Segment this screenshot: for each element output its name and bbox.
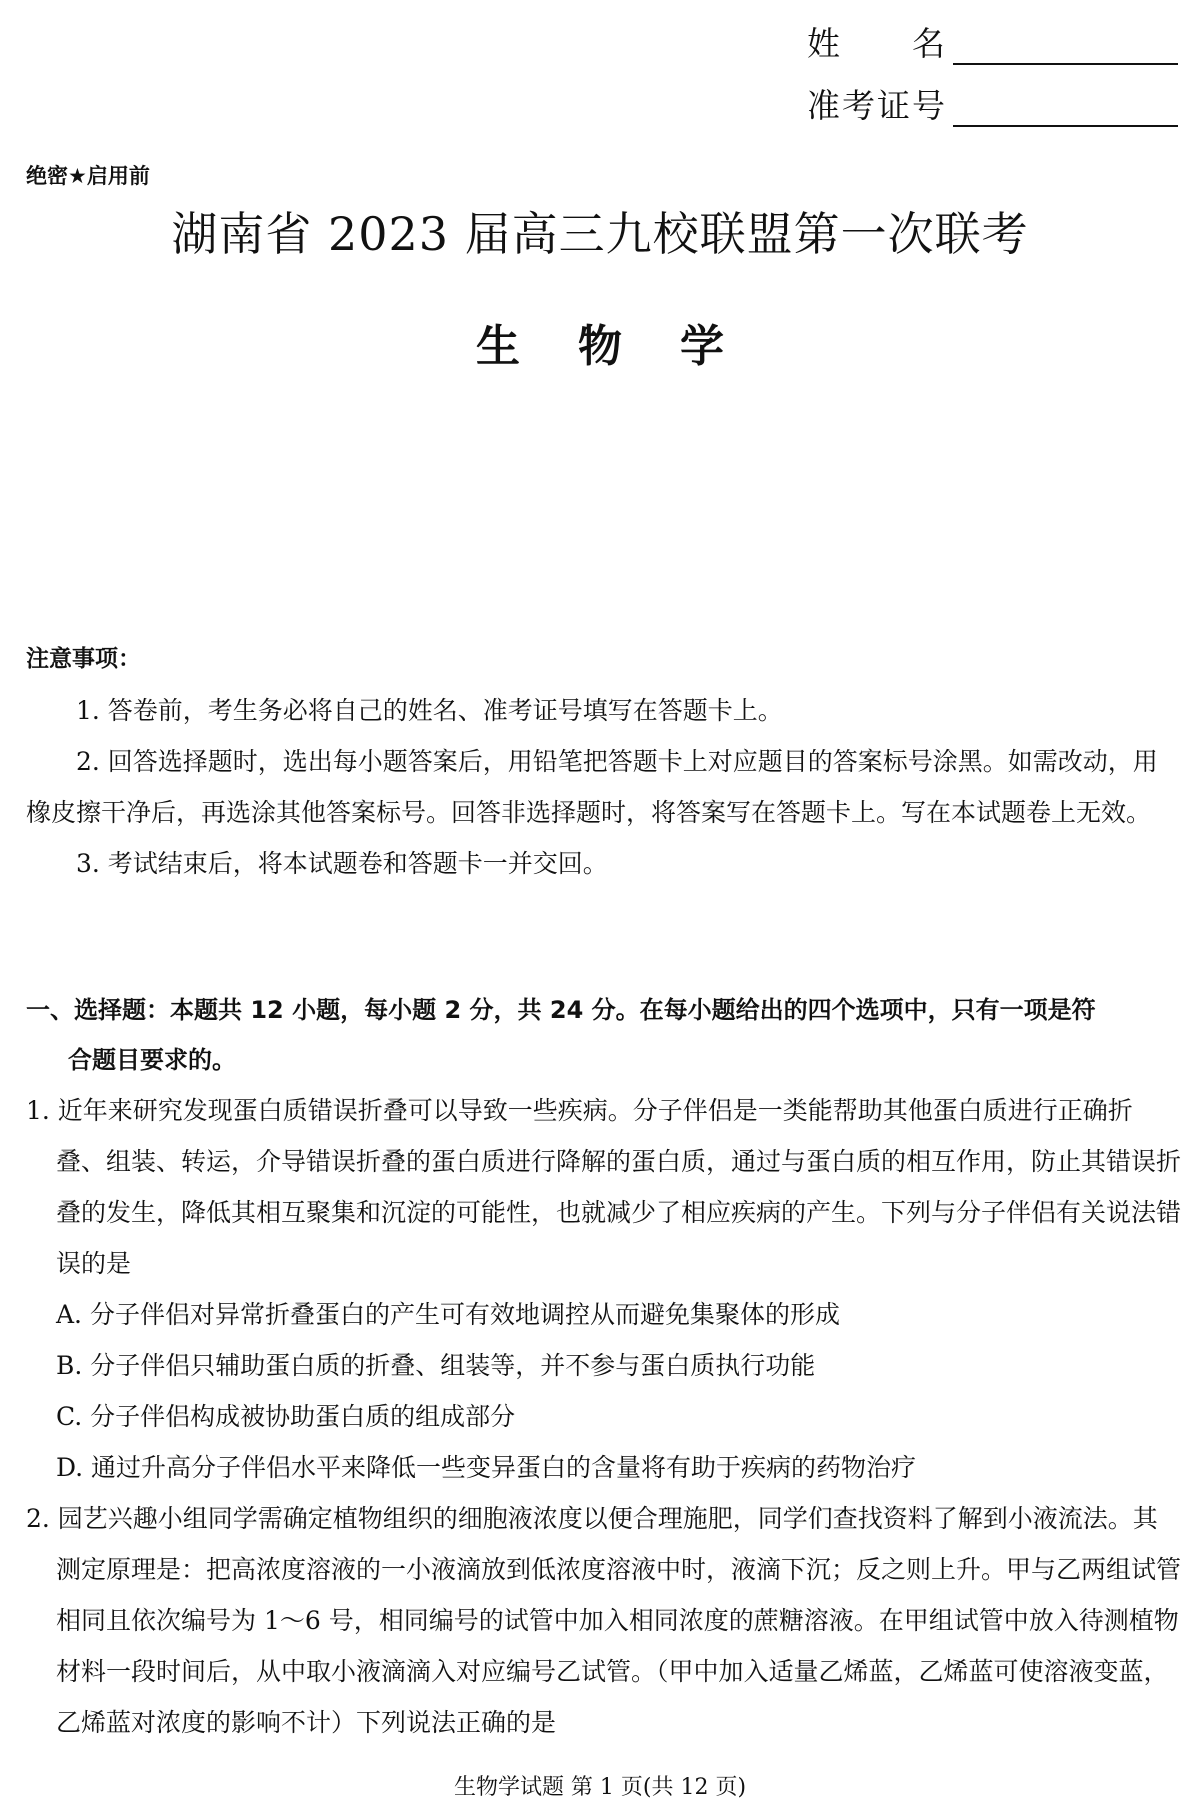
notice-item: 1. 答卷前，考生务必将自己的姓名、准考证号填写在答题卡上。 (76, 696, 783, 725)
section-heading (26, 985, 1182, 1085)
subject-title: 生物学 (476, 321, 782, 372)
name-blank-line[interactable] (953, 29, 1178, 65)
name-field (807, 18, 1178, 65)
question-1-option-d: D. 通过升高分子伴侣水平来降低一些变异蛋白的含量将有助于疾病的药物治疗 (56, 1453, 917, 1482)
notice-item: 3. 考试结束后，将本试题卷和答题卡一并交回。 (76, 849, 608, 878)
notice-section (26, 634, 1182, 889)
name-label: 姓 名 (807, 24, 947, 63)
section-heading-line2: 合题目要求的。 (68, 1046, 236, 1074)
exam-title: 湖南省 2023 届高三九校联盟第一次联考 (171, 207, 1029, 261)
exam-id-blank-line[interactable] (953, 91, 1178, 127)
page-footer: 生物学试题 第 1 页(共 12 页) (453, 1775, 747, 1800)
question-1-option-b: B. 分子伴侣只辅助蛋白质的折叠、组装等，并不参与蛋白质执行功能 (56, 1351, 816, 1380)
secret-mark: 绝密★启用前 (26, 164, 150, 188)
question-1-option-c: C. 分子伴侣构成被协助蛋白质的组成部分 (56, 1402, 516, 1431)
exam-id-field (807, 80, 1178, 127)
question-1-option-a: A. 分子伴侣对异常折叠蛋白的产生可有效地调控从而避免集聚体的形成 (56, 1300, 840, 1329)
section-heading-line1: 一、选择题：本题共 12 小题，每小题 2 分，共 24 分。在每小题给出的四个选项中，只有一项是符 (26, 996, 1096, 1024)
question-1-stem: 1. 近年来研究发现蛋白质错误折叠可以导致一些疾病。分子伴侣是一类能帮助其他蛋白质进行正确折叠、组装、转运，介导错误折叠的蛋白质进行降解的蛋白质，通过与蛋白质的相互作用，防止其错误折叠的发生，降低其相互聚集和沉淀的可能性，也就减少了相应疾病的产生。下列与分子伴侣有关说法错误的是 (26, 1096, 1182, 1278)
questions-section (26, 985, 1182, 1748)
question-2-stem: 2. 园艺兴趣小组同学需确定植物组织的细胞液浓度以便合理施肥，同学们查找资料了解到小液流法。其测定原理是：把高浓度溶液的一小液滴放到低浓度溶液中时，液滴下沉；反之则上升。甲与乙两组试管相同且依次编号为 1～6 号，相同编号的试管中加入相同浓度的蔗糖溶液。在甲组试管中放入待测植物材料一段时间后，从中取小液滴滴入对应编号乙试管。（甲中加入适量乙烯蓝，乙烯蓝可使溶液变蓝，乙烯蓝对浓度的影响不计）下列说法正确的是 (26, 1504, 1182, 1737)
exam-id-label: 准考证号 (807, 86, 947, 125)
notice-item: 2. 回答选择题时，选出每小题答案后，用铅笔把答题卡上对应题目的答案标号涂黑。如需改动，用橡皮擦干净后，再选涂其他答案标号。回答非选择题时，将答案写在答题卡上。写在本试题卷上无效。 (26, 747, 1158, 827)
notice-heading: 注意事项： (26, 646, 141, 672)
